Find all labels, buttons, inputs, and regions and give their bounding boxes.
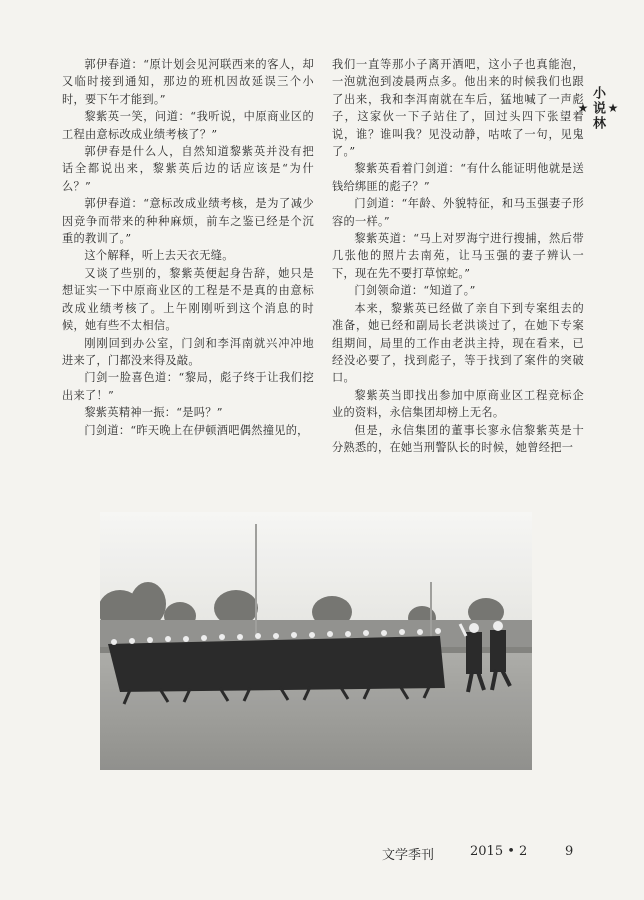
- journal-name: 文学季刊: [382, 848, 435, 863]
- section-tag-label: 小说林: [590, 86, 605, 131]
- page-footer: [0, 844, 644, 868]
- paragraph: 本来，黎紫英已经做了亲自下到专案组去的准备，她已经和副局长老洪谈过了，在她下专案组期间，局里的工作由老洪主持，现在看来，已经没必要了，找到彪子，等于找到了案件的突破口。: [332, 301, 584, 385]
- paragraph: 门剑领命道：“知道了。”: [354, 284, 476, 298]
- right-column: [332, 56, 584, 456]
- paragraph: 郭伊春是什么人，自然知道黎紫英并没有把话全都说出来，黎紫英后边的话应该是“为什么？”: [62, 145, 314, 193]
- paragraph: 这个解释，听上去天衣无缝。: [84, 249, 234, 263]
- paragraph: 黎紫英一笑，问道：“我听说，中原商业区的工程由意标改成业绩考核了？”: [62, 110, 314, 141]
- paragraph: 郭伊春道：“原计划会见河联西来的客人，却又临时接到通知，那边的班机因故延误三个小时，要下午才能到。”: [62, 58, 314, 106]
- paragraph: 黎紫英当即找出参加中原商业区工程竞标企业的资料，永信集团却榜上无名。: [332, 388, 584, 420]
- issue-number: 2015 • 2: [470, 844, 528, 859]
- paragraph: 门剑道：“昨天晚上在伊顿酒吧偶然撞见的，: [84, 423, 309, 437]
- paragraph: 刚刚回到办公室，门剑和李洱南就兴冲冲地进来了，门都没来得及敲。: [62, 336, 314, 367]
- paragraph: 但是，永信集团的董事长寥永信黎紫英是十分熟悉的，在她当刑警队长的时候，她曾经把一: [332, 423, 584, 454]
- paragraph: 门剑道：“年龄、外貌特征，和马玉强妻子形容的一样。”: [332, 197, 584, 228]
- paragraph: 黎紫英精神一振：“是吗？”: [84, 406, 223, 420]
- left-column: [62, 56, 314, 439]
- paragraph: 黎紫英道：“马上对罗海宁进行搜捕，然后带几张他的照片去南苑，让马玉强的妻子辨认一下，现在先不要打草惊蛇。”: [332, 232, 584, 280]
- star-icon: ★: [576, 100, 590, 117]
- section-tag: [576, 86, 620, 131]
- page-number: 9: [565, 844, 574, 859]
- paragraph-continued: 我们一直等那小子离开酒吧，这小子也真能泡，一泡就泡到凌晨两点多。他出来的时候我们也跟了出来，我和李洱南就在车后，猛地喊了一声彪子，这家伙一下子站住了，回过头四下张望着说，谁？谁叫我？见没动静，咕哝了一句，见鬼了。”: [332, 58, 584, 159]
- marching-squad-photo: [100, 512, 532, 770]
- star-icon: ★: [606, 100, 620, 117]
- paragraph: 黎紫英看着门剑道：“有什么能证明他就是送钱给绑匪的彪子？”: [332, 162, 584, 193]
- paragraph: 又谈了些别的，黎紫英便起身告辞，她只是想证实一下中原商业区的工程是不是真的由意标改成业绩考核了。上午刚刚听到这个消息的时候，她有些不太相信。: [62, 266, 314, 333]
- paragraph: 门剑一脸喜色道：“黎局，彪子终于让我们挖出来了！”: [62, 371, 314, 402]
- photo-drawing: [100, 512, 532, 770]
- paragraph: 郭伊春道：“意标改成业绩考核，是为了减少因竞争而带来的种种麻烦，前车之鉴已经是个沉重的教训了。”: [62, 197, 314, 246]
